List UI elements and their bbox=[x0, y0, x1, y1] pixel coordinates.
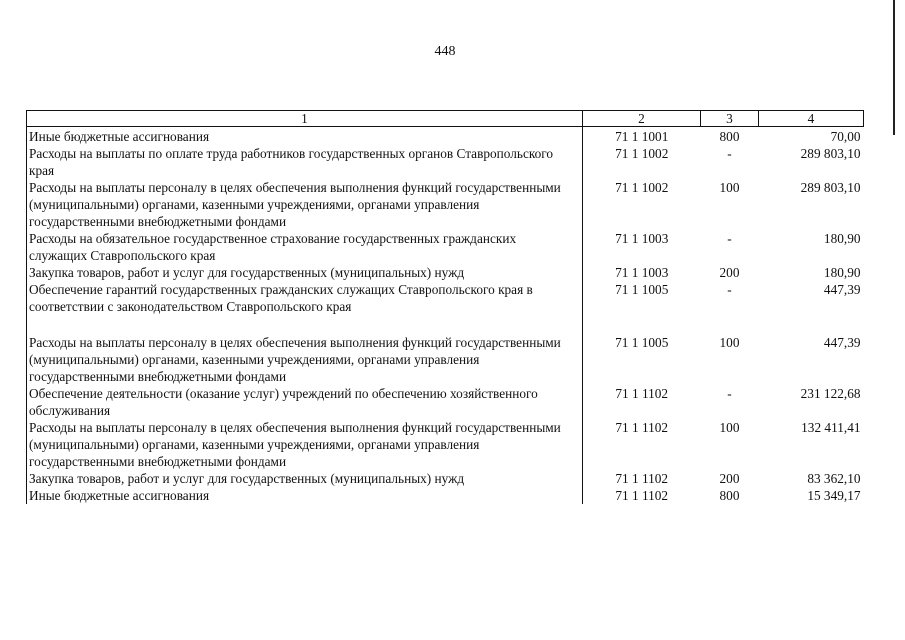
row-description: Обеспечение гарантий государственных гражданских служащих Ставропольского края в соответствии с законодательством Ставропольского края bbox=[27, 281, 583, 315]
spacer-cell bbox=[27, 315, 583, 334]
row-amount: 132 411,41 bbox=[801, 420, 861, 435]
row-description: Закупка товаров, работ и услуг для государственных (муниципальных) нужд bbox=[27, 470, 583, 487]
scan-edge-line bbox=[893, 0, 895, 135]
table-row bbox=[27, 419, 864, 470]
row-description: Иные бюджетные ассигнования bbox=[27, 127, 583, 146]
page-number: 448 bbox=[434, 44, 456, 59]
table-row bbox=[27, 230, 864, 264]
table-row bbox=[27, 470, 864, 487]
row-expense-type: 200 bbox=[719, 265, 740, 280]
column-header-4: 4 bbox=[759, 111, 864, 127]
row-code: 71 1 1102 bbox=[615, 471, 669, 486]
row-code: 71 1 1102 bbox=[615, 386, 669, 401]
row-amount: 83 362,10 bbox=[807, 471, 861, 486]
row-expense-type: 100 bbox=[719, 335, 740, 350]
row-expense-type: 800 bbox=[719, 129, 740, 144]
row-code: 71 1 1003 bbox=[615, 231, 669, 246]
column-header-2: 2 bbox=[583, 111, 701, 127]
row-code: 71 1 1002 bbox=[615, 146, 669, 161]
row-code: 71 1 1102 bbox=[615, 488, 669, 503]
row-description: Расходы на обязательное государственное страхование государственных гражданских служащих Ставропольского края bbox=[27, 230, 583, 264]
row-amount: 289 803,10 bbox=[800, 180, 861, 195]
row-description: Расходы на выплаты персоналу в целях обеспечения выполнения функций государственными (муниципальными) органами, казенными учреждениями, органами управления государственными внебюджетными фондами bbox=[27, 419, 583, 470]
row-amount: 447,39 bbox=[823, 282, 861, 297]
row-amount: 70,00 bbox=[830, 129, 861, 144]
row-expense-type: - bbox=[727, 282, 732, 297]
row-expense-type: - bbox=[727, 386, 732, 401]
row-expense-type: 800 bbox=[719, 488, 740, 503]
table-row bbox=[27, 264, 864, 281]
table-row bbox=[27, 281, 864, 315]
budget-table bbox=[26, 110, 864, 504]
table-row bbox=[27, 487, 864, 504]
table-header-row bbox=[27, 111, 864, 127]
row-description: Расходы на выплаты персоналу в целях обеспечения выполнения функций государственными (муниципальными) органами, казенными учреждениями, органами управления государственными внебюджетными фондами bbox=[27, 179, 583, 230]
table-row bbox=[27, 127, 864, 146]
row-code: 71 1 1002 bbox=[615, 180, 669, 195]
row-description: Обеспечение деятельности (оказание услуг) учреждений по обеспечению хозяйственного обслуживания bbox=[27, 385, 583, 419]
spacer-cell bbox=[583, 315, 701, 334]
row-description: Расходы на выплаты по оплате труда работников государственных органов Ставропольского края bbox=[27, 145, 583, 179]
row-amount: 289 803,10 bbox=[800, 146, 861, 161]
row-amount: 447,39 bbox=[823, 335, 861, 350]
row-code: 71 1 1102 bbox=[615, 420, 669, 435]
row-code: 71 1 1005 bbox=[615, 282, 669, 297]
row-code: 71 1 1005 bbox=[615, 335, 669, 350]
row-code: 71 1 1001 bbox=[615, 129, 669, 144]
row-expense-type: - bbox=[727, 231, 732, 246]
row-amount: 180,90 bbox=[823, 265, 861, 280]
table-row bbox=[27, 385, 864, 419]
row-description: Расходы на выплаты персоналу в целях обеспечения выполнения функций государственными (муниципальными) органами, казенными учреждениями, органами управления государственными внебюджетными фондами bbox=[27, 334, 583, 385]
row-expense-type: 100 bbox=[719, 180, 740, 195]
row-amount: 180,90 bbox=[823, 231, 861, 246]
table-row bbox=[27, 334, 864, 385]
row-expense-type: - bbox=[727, 146, 732, 161]
column-header-1: 1 bbox=[27, 111, 583, 127]
spacer-row bbox=[27, 315, 864, 334]
row-expense-type: 100 bbox=[719, 420, 740, 435]
row-description: Закупка товаров, работ и услуг для государственных (муниципальных) нужд bbox=[27, 264, 583, 281]
table-row bbox=[27, 179, 864, 230]
row-description: Иные бюджетные ассигнования bbox=[27, 487, 583, 504]
row-amount: 15 349,17 bbox=[807, 488, 861, 503]
column-header-3: 3 bbox=[701, 111, 759, 127]
row-code: 71 1 1003 bbox=[615, 265, 669, 280]
spacer-cell bbox=[701, 315, 759, 334]
table-row bbox=[27, 145, 864, 179]
spacer-cell bbox=[759, 315, 864, 334]
row-expense-type: 200 bbox=[719, 471, 740, 486]
row-amount: 231 122,68 bbox=[800, 386, 861, 401]
